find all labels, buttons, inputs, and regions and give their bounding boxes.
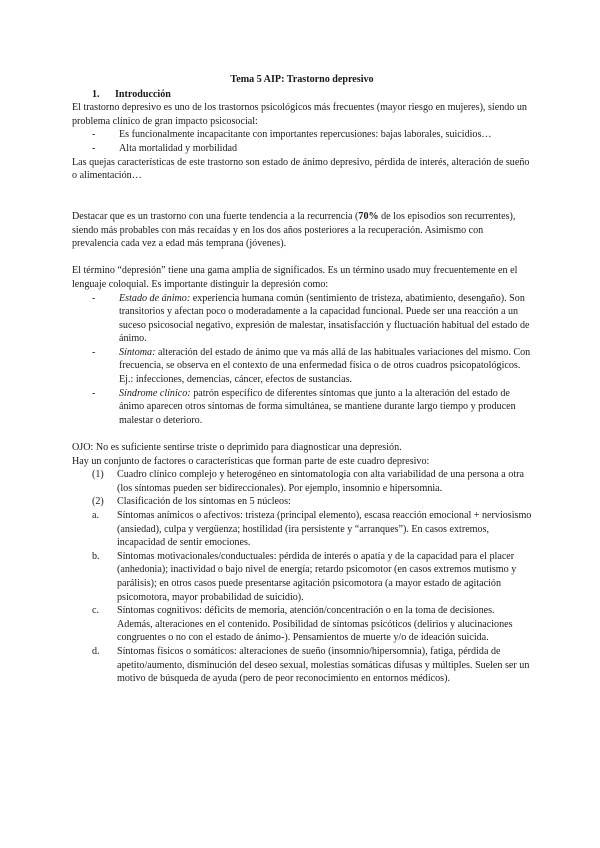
- section-number: 1.: [92, 88, 100, 100]
- recurrencia-percent: 70%: [358, 210, 379, 222]
- dash-marker: -: [92, 292, 96, 304]
- list-item: [72, 292, 532, 346]
- quejas-paragraph: Las quejas características de este trastorno son estado de ánimo depresivo, pérdida de interés, alteración de sueño o alimentación…: [72, 156, 530, 182]
- alpha-marker: b.: [92, 550, 100, 562]
- nucleo-item: [72, 509, 532, 550]
- list-item: [72, 142, 532, 156]
- dash-marker: -: [92, 346, 96, 358]
- term-label: Síntoma:: [119, 346, 156, 358]
- list-item: [72, 387, 532, 428]
- nucleo-item: [72, 645, 532, 686]
- term-label: Estado de ánimo:: [119, 292, 191, 304]
- dash-marker: -: [92, 142, 96, 154]
- term-definition: alteración del estado de ánimo que va más allá de las habituales variaciones del mismo. Con frecuencia, se observa en el contexto de una enfermedad física o de otros cuadros psicopatológicos. Ej.: infecciones, demencias, cáncer, efectos de sustancias.: [119, 346, 531, 386]
- document-title: Tema 5 AIP: Trastorno depresivo: [230, 74, 374, 85]
- numbered-marker: (2): [92, 496, 104, 508]
- nucleo-text: Síntomas físicos o somáticos: alteraciones de sueño (insomnio/hipersomnia), fatiga, pérdida de apetito/aumento, disminución del deseo sexual, molestias somáticas difusas y múltiples. Suelen ser un motivo de búsqueda de ayuda (pero de peor reconocimiento en entornos médicos).: [117, 645, 530, 685]
- intro-paragraph: El trastorno depresivo es uno de los trastornos psicológicos más frecuentes (mayor riesgo en mujeres), siendo un problema clínico de gran impacto psicosocial:: [72, 102, 527, 127]
- recurrencia-text-b: de los episodios son recurrentes), siendo más probables con más recaídas y en los dos años posteriores a la recuperación. Asimismo con prevalencia cada vez a edad más temprana (jóvenes).: [72, 210, 516, 250]
- numbered-text: Clasificación de los síntomas en 5 núcleos:: [117, 496, 291, 508]
- numbered-item: [72, 495, 532, 509]
- numbered-text: Cuadro clínico complejo y heterogéneo en sintomatología con alta variabilidad de una persona a otra (los síntomas pueden ser bidireccionales). Por ejemplo, insomnio e hipersomnia.: [117, 469, 524, 494]
- nucleo-text: Síntomas cognitivos: déficits de memoria, atención/concentración o en la toma de decisiones. Además, alteraciones en el contenido. Posibilidad de síntomas psicóticos (delirios y alucinaciones congruentes o no con el estado de ánimo-). Pensamientos de muerte y/o de ideación suicida.: [117, 605, 513, 644]
- document-page: [72, 73, 532, 686]
- ojo-paragraph: OJO: No es suficiente sentirse triste o deprimido para diagnosticar una depresión.: [72, 442, 402, 454]
- alpha-marker: a.: [92, 510, 100, 521]
- term-definition: experiencia humana común (sentimiento de tristeza, abatimiento, desengaño). Son transitorios y afectan poco o moderadamente a la capacidad funcional. Puede ser una reacción a un suceso psicosocial negativo, expresión de malestar, insatisfacción y fluctuación habitual del estado de ánimo.: [119, 292, 530, 345]
- numbered-item: [72, 468, 532, 495]
- nucleo-item: [72, 604, 532, 645]
- conjunto-paragraph: Hay un conjunto de factores o características que forman parte de este cuadro depresivo:: [72, 455, 430, 467]
- alpha-marker: d.: [92, 645, 100, 657]
- list-item-text: Es funcionalmente incapacitante con importantes repercusiones: bajas laborales, suicidios…: [119, 129, 492, 141]
- section-label: Introducción: [115, 88, 171, 100]
- list-item: [72, 346, 532, 387]
- nucleo-text: Síntomas anímicos o afectivos: tristeza (principal elemento), escasa reacción emocional + nerviosismo (ansiedad), culpa y vergüenza; hostilidad (ira persistente y “arranques”). En casos extremos, incapacidad de sentir emociones.: [117, 510, 532, 549]
- term-label: Síndrome clínico:: [119, 387, 191, 399]
- list-item-text: [119, 292, 532, 346]
- alpha-marker: c.: [92, 605, 100, 617]
- list-item-text: [119, 387, 532, 428]
- recurrencia-paragraph: [72, 210, 532, 251]
- nucleo-text: Síntomas motivacionales/conductuales: pérdida de interés o apatía y de la capacidad para el placer (anhedonia); inactividad o bajo nivel de energía; retardo psicomotor (en casos extremos mutismo y parálisis); en otros casos puede presentarse agitación psicomotora (a mayor estado de agitación psicomotora, mayor probabilidad de suicidio).: [117, 550, 517, 603]
- recurrencia-text-a: Destacar que es un trastorno con una fuerte tendencia a la recurrencia (: [72, 210, 359, 222]
- list-item: [72, 128, 532, 142]
- nucleo-item: [72, 550, 532, 604]
- section-heading: [92, 88, 532, 102]
- numbered-marker: (1): [92, 469, 104, 481]
- term-definition: patrón específico de diferentes síntomas que junto a la alteración del estado de ánimo aparecen otros síntomas de forma simultánea, se mantiene durante largo tiempo y producen malestar o deterioro.: [119, 387, 516, 426]
- dash-marker: -: [92, 387, 96, 399]
- dash-marker: -: [92, 129, 96, 141]
- termino-paragraph: El término “depresión” tiene una gama amplia de significados. Es un término usado muy frecuentemente en el lenguaje coloquial. Es importante distinguir la depresión como:: [72, 265, 518, 290]
- list-item-text: [119, 346, 532, 387]
- list-item-text: Alta mortalidad y morbilidad: [119, 142, 238, 154]
